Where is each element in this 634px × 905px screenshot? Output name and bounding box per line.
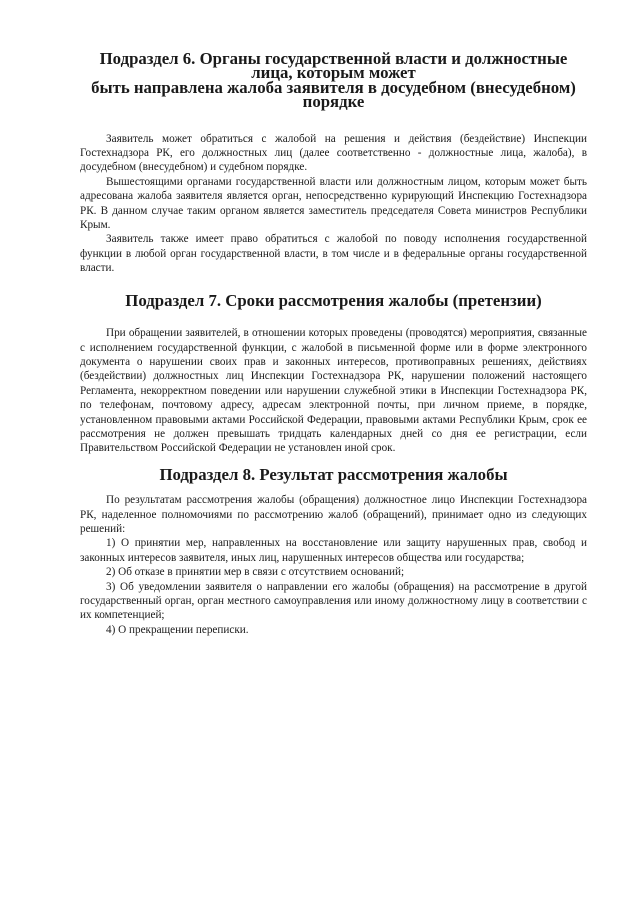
section-7-title-line-1: Подраздел 7. Сроки рассмотрения жалобы (претензии) [125, 290, 542, 310]
section-6-title [80, 49, 587, 112]
section-8-paragraph: По результатам рассмотрения жалобы (обращения) должностное лицо Инспекции Гостехнадзора РК, наделенное полномочиями по рассмотрению жалоб (обращений), принимает одно из следующих решений: [80, 494, 587, 535]
section-7-title [80, 290, 587, 310]
section-8-list-item: 3) Об уведомлении заявителя о направлении его жалобы (обращения) на рассмотрение в другой государственный орган, орган местного самоуправления или иному должностному лицу в соответствии с их компетенцией; [80, 580, 587, 622]
section-8-list-item: 1) О принятии мер, направленных на восстановление или защиту нарушенных прав, свобод и законных интересов заявителя, иных лиц, нарушенных интересов общества или государства; [80, 537, 587, 564]
section-6-title-line-1: Подраздел 6. Органы государственной власти и должностные лица, которым может [99, 49, 568, 83]
section-8-list-item: 4) О прекращении переписки. [106, 623, 249, 636]
section-6-paragraph: Заявитель может обратиться с жалобой на решения и действия (бездействие) Инспекции Гостехнадзора РК, его должностных лиц (далее соответственно - должностные лица, жалоба), в досудебном (внесудебном) и судебном порядке. [80, 132, 587, 174]
section-8-title [80, 464, 587, 484]
section-8-title-line-1: Подраздел 8. Результат рассмотрения жалобы [159, 464, 508, 484]
section-7-paragraph: При обращении заявителей, в отношении которых проведены (проводятся) мероприятия, связанные с исполнением государственной функции, с жалобой в письменной форме или в форме электронного документа о нарушении своих прав и законных интересов, противоправных решениях, действиях (бездействии) должностных лиц Инспекции Гостехнадзора РК, нарушении положений настоящего Регламента, некорректном поведении или нарушении служебной этики в Инспекции Гостехнадзора РК, по телефонам, почтовому адресу, адресам электронной почты, при личном приеме, в порядке, установленном правовыми актами Российской Федерации, правовыми актами Республики Крым, срок ее рассмотрения не должен превышать тридцать календарных дней со дня ее регистрации, если Правительством Российской Федерации не установлен иной срок. [80, 327, 587, 455]
section-6-paragraph: Вышестоящими органами государственной власти или должностным лицом, которым может быть адресована жалоба заявителя является орган, непосредственно курирующий Инспекцию Гостехнадзора РК. В данном случае таким органом является заместитель председателя Совета министров Республики Крым. [80, 175, 587, 232]
section-8-list-item: 2) Об отказе в принятии мер в связи с отсутствием оснований; [106, 566, 405, 579]
section-6-paragraph: Заявитель также имеет право обратиться с жалобой по поводу исполнения государственной функции в любой орган государственной власти, в том числе и в федеральные органы государственной власти. [80, 233, 587, 275]
section-6-title-line-2: быть направлена жалоба заявителя в досудебном (внесудебном) порядке [91, 77, 576, 112]
